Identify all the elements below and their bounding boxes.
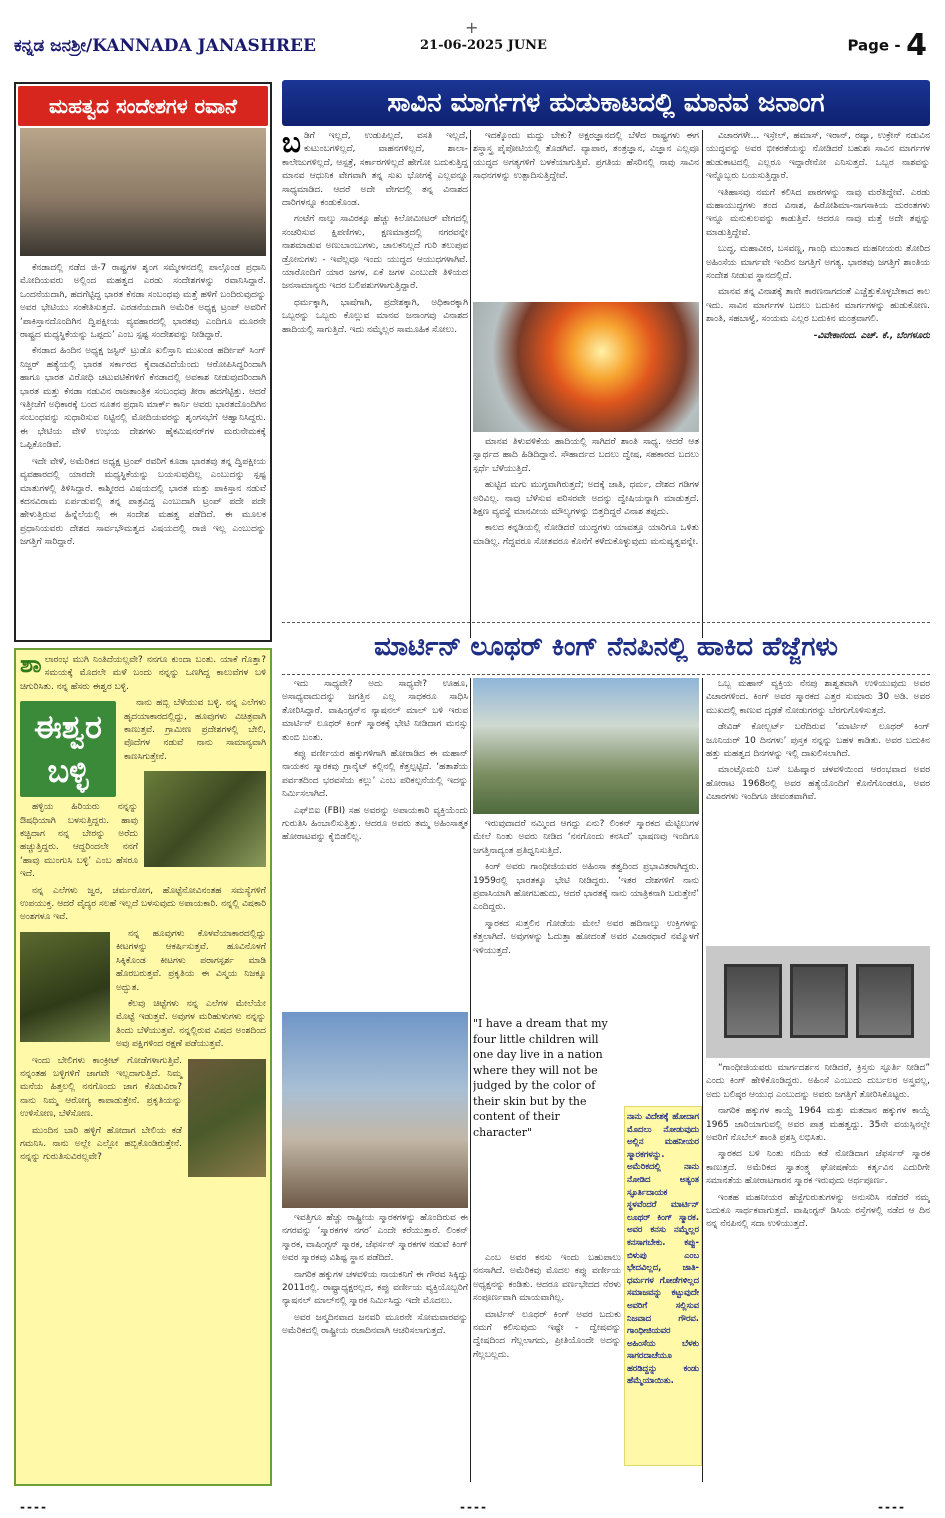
top-col1-paragraph-1: ಡಿಗೆ ಇಲ್ಲದೆ, ಉಡುಪಿಲ್ಲದೆ, ವಸತಿ ಇಲ್ಲದೆ, ಕುಟುಂಬಗಳಿಲ್ಲದೆ, ವಾಹನಗಳಿಲ್ಲದೆ, ಶಾಲಾ-ಕಾಲೇಜುಗಳಿಲ್ಲದೆ, ಆಸ್ಪತ್ರೆ, ಸರ್ಕಾರಗಳಿಲ್ಲದೆ ಹೇಗೋ ಬದುಕುತ್ತಿದ್ದ ಮಾನವ ಆಧುನಿಕ ವೇಗವಾಗಿ ತನ್ನ ಸುಖ ಭೋಗಕ್ಕೆ ಎಲ್ಲವನ್ನೂ ಸಾಧ್ಯಮಾಡಿದ. ಆದರೆ ಅದೇ ವೇಗದಲ್ಲಿ ತನ್ನ ವಿನಾಶದ ದಾರಿಗಳನ್ನೂ ಕಂಡುಕೊಂಡ. bbox=[282, 131, 468, 209]
column-divider bbox=[470, 130, 471, 638]
top-col2b-paragraph-2: ಹುಟ್ಟಿದ ಮಗು ಮುಗ್ಧವಾಗಿರುತ್ತದೆ; ಅದಕ್ಕೆ ಜಾತಿ, ಧರ್ಮ, ದೇಶದ ಗಡಿಗಳ ಅರಿವಿಲ್ಲ. ನಾವು ಬೆಳೆಸುವ ಪರಿಸರವೇ ಅದನ್ನು ದ್ವೇಷಿಯನ್ನಾಗಿ ಮಾಡುತ್ತದೆ. ಶಿಕ್ಷಣ ವ್ಯವಸ್ಥೆ ಮಾನವೀಯ ಮೌಲ್ಯಗಳನ್ನು ಬಿತ್ತದಿದ್ದರೆ ವಿನಾಶ ತಪ್ಪದು. bbox=[473, 480, 699, 518]
top-col1-paragraph-2: ಗಂಟೆಗೆ ನಾಲ್ಕು ಸಾವಿರಕ್ಕೂ ಹೆಚ್ಚು ಕಿಲೋಮೀಟರ್ ವೇಗದಲ್ಲಿ ಸಂಚರಿಸುವ ಕ್ಷಿಪಣಿಗಳು, ಕ್ಷಣಮಾತ್ರದಲ್ಲಿ ನಗರವನ್ನೇ ನಾಶಮಾಡುವ ಅಣುಬಾಂಬುಗಳು, ಚಾಲಕನಿಲ್ಲದೆ ಗುರಿ ತಲುಪುವ ಡ್ರೋನುಗಳು - ಇವೆಲ್ಲವೂ ಇಂದು ಯುದ್ಧದ ಆಯುಧಗಳಾಗಿವೆ. ಯಾರೊಂದಿಗೆ ಯಾರ ಜಗಳ, ಏಕೆ ಜಗಳ ಎಂಬುದೇ ತಿಳಿಯದ ಜನಸಾಮಾನ್ಯರು ಇದರ ಬಲಿಪಶುಗಳಾಗುತ್ತಿದ್ದಾರೆ. bbox=[282, 214, 468, 292]
top-col3-paragraph-3: ಬುದ್ಧ, ಮಹಾವೀರ, ಬಸವಣ್ಣ, ಗಾಂಧಿ ಮುಂತಾದ ಮಹನೀಯರು ತೋರಿದ ಅಹಿಂಸೆಯ ಮಾರ್ಗವೇ ಇಂದಿನ ಜಗತ್ತಿಗೆ ಅಗತ್ಯ. ಭಾರತವು ಜಗತ್ತಿಗೆ ಶಾಂತಿಯ ಸಂದೇಶ ನೀಡುವ ಸ್ಥಾನದಲ್ಲಿದೆ. bbox=[706, 244, 930, 282]
brand-kannada: ಕನ್ನಡ ಜನಶ್ರೀ bbox=[14, 36, 86, 56]
mlk-col1b-paragraph-3: ಅವರ ಜನ್ಮದಿನವಾದ ಜನವರಿ ಮೂರನೇ ಸೋಮವಾರವನ್ನು ಅಮೆರಿಕದಲ್ಲಿ ರಾಷ್ಟ್ರೀಯ ರಜಾದಿನವಾಗಿ ಆಚರಿಸಲಾಗುತ್ತದೆ. bbox=[282, 1312, 468, 1337]
framed-picture bbox=[724, 964, 782, 1038]
mlk-column-3-continued bbox=[706, 1062, 930, 1482]
lead-paragraph-2: ಕೆನಡಾದ ಹಿಂದಿನ ಅಧ್ಯಕ್ಷ ಜಸ್ಟಿನ್ ಟ್ರುಡೊ ಖಲಿಸ್ತಾನಿ ಮುಖಂಡ ಹರ್ದೀಪ್ ಸಿಂಗ್ ನಿಜ್ಜರ್ ಹತ್ಯೆಯಲ್ಲಿ ಭಾರತ ಸರ್ಕಾರದ ಕೈವಾಡವಿದೆಯೆಂದು ಆರೋಪಿಸಿದ್ದರಿಂದಾಗಿ ಹಾಗೂ ಭಾರತ ವಿರೋಧಿ ಚಟುವಟಿಕೆಗಳಿಗೆ ಕೆನಡಾದಲ್ಲಿ ಅವಕಾಶ ನೀಡುವುದರಿಂದಾಗಿ ಭಾರತ ಮತ್ತು ಕೆನಡಾ ನಡುವಿನ ರಾಜತಾಂತ್ರಿಕ ಸಂಬಂಧವು ತೀರಾ ಹದಗೆಟ್ಟಿತ್ತು. ಆದರೆ ಇತ್ತೀಚೆಗೆ ಅಧಿಕಾರಕ್ಕೆ ಬಂದ ನೂತನ ಪ್ರಧಾನಿ ಮಾರ್ಕ್ ಕಾರ್ನಿ ಅವರು ಭಾರತದೊಂದಿಗಿನ ಸಂಬಂಧವನ್ನು ಸುಧಾರಿಸುವ ನಿಟ್ಟಿನಲ್ಲಿ ಮೋದಿಯವರನ್ನು ಶೃಂಗಸಭೆಗೆ ಆಹ್ವಾನಿಸಿದ್ದರು. ಈ ಭೇಟಿಯ ವೇಳೆ ಉಭಯ ದೇಶಗಳು ಹೈಕಮಿಷನರ್‌ಗಳ ಮರುನೇಮಕಕ್ಕೆ ಒಪ್ಪಿಕೊಂಡಿವೆ. bbox=[20, 346, 266, 451]
lead-story-headline: ಮಹತ್ವದ ಸಂದೇಶಗಳ ರವಾನೆ bbox=[18, 86, 268, 126]
memorial-wall-photo bbox=[706, 946, 930, 1058]
mlk-col1b-paragraph-1: ಇವತ್ತಿಗೂ ಹೆಚ್ಚು ರಾಷ್ಟ್ರೀಯ ಸ್ಮಾರಕಗಳನ್ನು ಹೊಂದಿರುವ ಈ ನಗರವನ್ನು ‘ಸ್ಮಾರಕಗಳ ನಗರ’ ಎಂದೇ ಕರೆಯುತ್ತಾರೆ. ಲಿಂಕನ್ ಸ್ಮಾರಕ, ವಾಷಿಂಗ್ಟನ್ ಸ್ಮಾರಕ, ಜೆಫರ್ಸನ್ ಸ್ಮಾರಕಗಳ ನಡುವೆ ಕಿಂಗ್ ಅವರ ಸ್ಮಾರಕವು ವಿಶಿಷ್ಟ ಸ್ಥಾನ ಪಡೆದಿದೆ. bbox=[282, 1213, 468, 1264]
top-story-column-2 bbox=[473, 130, 699, 298]
footer-marker-center: ---- bbox=[460, 1500, 488, 1514]
mlk-col3-paragraph-3: ಮಾಂಟ್ಗೊಮರಿ ಬಸ್ ಬಹಿಷ್ಕಾರ ಚಳವಳಿಯಿಂದ ಆರಂಭವಾದ ಅವರ ಹೋರಾಟ 1968ರಲ್ಲಿ ಅವರ ಹತ್ಯೆಯೊಂದಿಗೆ ಕೊನೆಗೊಂಡರೂ, ಅವರ ವಿಚಾರಗಳು ಇಂದಿಗೂ ಜೀವಂತವಾಗಿವೆ. bbox=[706, 765, 930, 803]
top-col2b-paragraph-1: ಮಾನವ ತಿಳುವಳಿಕೆಯ ಹಾದಿಯಲ್ಲಿ ಸಾಗಿದರೆ ಶಾಂತಿ ಸಾಧ್ಯ. ಆದರೆ ಆತ ಸ್ವಾರ್ಥದ ಹಾದಿ ಹಿಡಿದಿದ್ದಾನೆ. ಸೌಹಾರ್ದದ ಬದಲು ದ್ವೇಷ, ಸಹಕಾರದ ಬದಲು ಸ್ಪರ್ಧೆ ಬೆಳೆಯುತ್ತಿದೆ. bbox=[473, 437, 699, 474]
mlk-column-3 bbox=[706, 678, 930, 944]
page-number bbox=[847, 28, 927, 63]
lead-paragraph-1: ಕೆನಡಾದಲ್ಲಿ ನಡೆದ ಜಿ-7 ರಾಷ್ಟ್ರಗಳ ಶೃಂಗ ಸಮ್ಮೇಳನದಲ್ಲಿ ಪಾಲ್ಗೊಂಡ ಪ್ರಧಾನಿ ಮೋದಿಯವರು ಅಲ್ಲಿಂದ ಮಹತ್ವದ ಎರಡು ಸಂದೇಶಗಳನ್ನು ರವಾನಿಸಿದ್ದಾರೆ. ಒಂದನೆಯದಾಗಿ, ಹದಗೆಟ್ಟಿದ್ದ ಭಾರತ ಕೆನಡಾ ಸಂಬಂಧವು ಮತ್ತೆ ಹಳಿಗೆ ಬಂದಿರುವುದನ್ನು ಅವರ ಭೇಟಿಯು ಸಂಕೇತಿಸುತ್ತದೆ. ಎರಡನೆಯದಾಗಿ ಅಮೆರಿಕ ಅಧ್ಯಕ್ಷ ಟ್ರಂಪ್ ಅವರಿಗೆ ‘ಪಾಕಿಸ್ತಾನದೊಂದಿಗಿನ ದ್ವಿಪಕ್ಷೀಯ ವ್ಯವಹಾರದಲ್ಲಿ ಭಾರತವು ಎಂದಿಗೂ ಮೂರನೇ ರಾಷ್ಟ್ರದ ಮಧ್ಯಸ್ಥಿಕೆಯನ್ನು ಒಪ್ಪದು’ ಎಂಬ ಸ್ಪಷ್ಟ ಸಂದೇಶವನ್ನು ನೀಡಿದ್ದಾರೆ. bbox=[20, 263, 266, 341]
top-col3-paragraph-4: ಮಾನವ ತನ್ನ ವಿನಾಶಕ್ಕೆ ತಾನೇ ಕಾರಣನಾಗದಂತೆ ಎಚ್ಚೆತ್ತುಕೊಳ್ಳಬೇಕಾದ ಕಾಲ ಇದು. ಸಾವಿನ ಮಾರ್ಗಗಳ ಬದಲು ಬದುಕಿನ ಮಾರ್ಗಗಳನ್ನು ಹುಡುಕೋಣ. ಶಾಂತಿ, ಸಹಬಾಳ್ವೆ, ಸಂಯಮ ಎಲ್ಲರ ಬದುಕಿನ ಮಂತ್ರವಾಗಲಿ. bbox=[706, 287, 930, 325]
mlk-memorial-statue-photo bbox=[282, 1012, 468, 1208]
mlk-column-1 bbox=[282, 678, 468, 1008]
side-paragraph-7: ಇಂದು ಬೇಲಿಗಳು ಕಾಂಕ್ರೀಟ್ ಗೋಡೆಗಳಾಗುತ್ತಿವೆ. ನನ್ನಂತಹ ಬಳ್ಳಿಗಳಿಗೆ ಜಾಗವೇ ಇಲ್ಲದಾಗುತ್ತಿದೆ. ನಿಮ್ಮ ಮನೆಯ ಹಿತ್ತಲಲ್ಲಿ ನನಗೊಂದು ಜಾಗ ಕೊಡುವಿರಾ? ನಾನು ನಿಮ್ಮ ಆರೋಗ್ಯ ಕಾಪಾಡುತ್ತೇನೆ. ಪ್ರಕೃತಿಯನ್ನು ಉಳಿಸೋಣ, ಬೆಳೆಸೋಣ. bbox=[20, 1055, 182, 1120]
top-col2-paragraph-1: ಇದಕ್ಕೊಂದು ಮದ್ದು ಬೇಕು? ಅಕ್ಷರಜ್ಞಾನದಲ್ಲಿ ಬೆಳೆದ ರಾಷ್ಟ್ರಗಳು ಈಗ ಶಸ್ತ್ರಾಸ್ತ್ರ ಪೈಪೋಟಿಯಲ್ಲಿ ತೊಡಗಿವೆ. ವ್ಯಾಪಾರ, ತಂತ್ರಜ್ಞಾನ, ವಿಜ್ಞಾನ ಎಲ್ಲವೂ ಯುದ್ಧದ ಅಗತ್ಯಗಳಿಗೆ ಬಳಕೆಯಾಗುತ್ತಿವೆ. ಪ್ರಗತಿಯ ಹೆಸರಿನಲ್ಲಿ ನಾವು ಸಾವಿನ ಸಾಧನಗಳನ್ನು ಉತ್ಪಾದಿಸುತ್ತಿದ್ದೇವೆ. bbox=[473, 131, 699, 182]
side-paragraph-5: ನನ್ನ ಹೂವುಗಳು ಕೊಳವೆಯಾಕಾರದಲ್ಲಿದ್ದು ಕೀಟಗಳನ್ನು ಆಕರ್ಷಿಸುತ್ತವೆ. ಹೂವಿನೊಳಗೆ ಸಿಕ್ಕಿಕೊಂಡ ಕೀಟಗಳು ಪರಾಗಸ್ಪರ್ಶ ಮಾಡಿ ಹೊರಬರುತ್ತವೆ. ಪ್ರಕೃತಿಯ ಈ ವಿಸ್ಮಯ ನಿಜಕ್ಕೂ ಅದ್ಭುತ. bbox=[116, 928, 266, 993]
footer-marker-right: ---- bbox=[878, 1500, 906, 1514]
top-col3-paragraph-1: ವಿಚಾರಗಳೇ... ಇಸ್ರೇಲ್, ಹಮಾಸ್, ಇರಾನ್, ರಷ್ಯಾ, ಉಕ್ರೇನ್ ನಡುವಿನ ಯುದ್ಧವನ್ನು ಅವರ ಭೀಕರತೆಯನ್ನು ನೋಡಿದರೆ ಬಹುಶಃ ಸಾವಿನ ಮಾರ್ಗಗಳ ಹುಡುಕಾಟದಲ್ಲಿ ಎಲ್ಲರೂ ಇದ್ದಾರೇನೋ ಎನಿಸುತ್ತದೆ. ಒಬ್ಬರ ನಾಶವನ್ನು ಇನ್ನೊಬ್ಬರು ಬಯಸುತ್ತಿದ್ದಾರೆ. bbox=[706, 131, 930, 182]
mlk-col2-paragraph-1: ಇರುವುದಾದರೆ ನಮ್ಮಿಂದ ಆಗದ್ದು ಏನು? ಲಿಂಕನ್ ಸ್ಮಾರಕದ ಮೆಟ್ಟಿಲುಗಳ ಮೇಲೆ ನಿಂತು ಅವರು ನೀಡಿದ ‘ನನಗೊಂದು ಕನಸಿದೆ’ ಭಾಷಣವು ಇಂದಿಗೂ ಜಗತ್ತಿನಾದ್ಯಂತ ಪ್ರತಿಧ್ವನಿಸುತ್ತಿದೆ. bbox=[473, 819, 699, 856]
side-paragraph-2: ನಾನು ಹಬ್ಬಿ ಬೆಳೆಯುವ ಬಳ್ಳಿ. ನನ್ನ ಎಲೆಗಳು ಹೃದಯಾಕಾರದಲ್ಲಿದ್ದು, ಹೂವುಗಳು ವಿಚಿತ್ರವಾಗಿ ಕಾಣುತ್ತವೆ. ಗ್ರಾಮೀಣ ಪ್ರದೇಶಗಳಲ್ಲಿ ಬೇಲಿ, ಪೊದೆಗಳ ನಡುವೆ ನಾನು ಸಾಮಾನ್ಯವಾಗಿ ಕಾಣಸಿಗುತ್ತೇನೆ. bbox=[124, 698, 266, 762]
column-divider bbox=[470, 678, 471, 1482]
mlk-col3b-paragraph-3: ಸ್ಮಾರಕದ ಬಳಿ ನಿಂತು ನದಿಯ ಕಡೆ ನೋಡಿದಾಗ ಜೆಫರ್ಸನ್ ಸ್ಮಾರಕ ಕಾಣುತ್ತದೆ. ಅಮೆರಿಕದ ಸ್ವಾತಂತ್ರ್ಯ ಘೋಷಣೆಯ ಕರ್ತೃವಿನ ಎದುರಿಗೇ ಸಮಾನತೆಯ ಹೋರಾಟಗಾರನ ಸ್ಮಾರಕ ಇರುವುದು ಅರ್ಥಪೂರ್ಣ. bbox=[706, 1149, 930, 1187]
top-col3-paragraph-2: ಇತಿಹಾಸವು ನಮಗೆ ಕಲಿಸಿದ ಪಾಠಗಳನ್ನು ನಾವು ಮರೆತಿದ್ದೇವೆ. ಎರಡು ಮಹಾಯುದ್ಧಗಳು ತಂದ ವಿನಾಶ, ಹಿರೋಶಿಮಾ-ನಾಗಸಾಕಿಯ ದುರಂತಗಳು ಇನ್ನೂ ಮನುಕುಲವನ್ನು ಕಾಡುತ್ತಿವೆ. ಆದರೂ ನಾವು ಮತ್ತೆ ಅದೇ ತಪ್ಪನ್ನು ಮಾಡುತ್ತಿದ್ದೇವೆ. bbox=[706, 187, 930, 238]
side-drop-cap: ಶಾ bbox=[20, 654, 42, 678]
vine-plant-photo bbox=[20, 932, 110, 1042]
side-column-title: ಈಶ್ವರ ಬಳ್ಳಿ bbox=[20, 701, 116, 797]
top-story-drop-cap: ಬ bbox=[282, 130, 301, 159]
brand-separator: / bbox=[85, 36, 93, 56]
mlk-column-1-continued bbox=[282, 1212, 468, 1482]
issue-date: 21-06-2025 JUNE bbox=[420, 38, 547, 53]
mlk-col3-paragraph-2: ಡೇವಿಡ್ ಕೋಲ್ಬರ್ಟ್ ಬರೆದಿರುವ ‘ಮಾರ್ಟಿನ್ ಲೂಥರ್ ಕಿಂಗ್ ಜೂನಿಯರ್ 10 ದಿನಗಳು’ ಪುಸ್ತಕ ನನ್ನನ್ನು ಬಹಳ ಕಾಡಿತು. ಅವರ ಬದುಕಿನ ಹತ್ತು ಮಹತ್ವದ ದಿನಗಳನ್ನು ಇಲ್ಲಿ ದಾಖಲಿಸಲಾಗಿದೆ. bbox=[706, 722, 930, 760]
mlk-col3b-paragraph-4: ಇಂತಹ ಮಹನೀಯರ ಹೆಜ್ಜೆಗುರುತುಗಳನ್ನು ಅನುಸರಿಸಿ ನಡೆದರೆ ನಮ್ಮ ಬದುಕೂ ಸಾರ್ಥಕವಾಗುತ್ತದೆ. ವಾಷಿಂಗ್ಟನ್ ಡಿಸಿಯ ರಸ್ತೆಗಳಲ್ಲಿ ನಡೆದ ಆ ದಿನ ನನ್ನ ನೆನಪಿನಲ್ಲಿ ಸದಾ ಉಳಿಯುತ್ತದೆ. bbox=[706, 1192, 930, 1230]
explosion-photo bbox=[473, 302, 699, 432]
column-divider bbox=[702, 130, 703, 638]
i-have-a-dream-quote: "I have a dream that my four little children will one day live in a nation where they will not be judged by the color of their skin but by the content of their character" bbox=[473, 1017, 608, 1139]
mlk-col2-paragraph-3: ಸ್ಮಾರಕದ ಸುತ್ತಲಿನ ಗೋಡೆಯ ಮೇಲೆ ಅವರ ಹದಿನಾಲ್ಕು ಉಕ್ತಿಗಳನ್ನು ಕೆತ್ತಲಾಗಿದೆ. ಅವುಗಳನ್ನು ಓದುತ್ತಾ ಹೋದಂತೆ ಅವರ ವಿಚಾರಧಾರೆ ನಮ್ಮೊಳಗೆ ಇಳಿಯುತ್ತದೆ. bbox=[473, 918, 699, 956]
top-story-column-3 bbox=[706, 130, 930, 638]
newspaper-brand bbox=[14, 36, 316, 56]
column-divider bbox=[702, 678, 703, 1482]
top-story-column-2-continued bbox=[473, 436, 699, 638]
side-paragraph-3: ಹಳ್ಳಿಯ ಹಿರಿಯರು ನನ್ನನ್ನು ಔಷಧಿಯಾಗಿ ಬಳಸುತ್ತಿದ್ದರು. ಹಾವು ಕಚ್ಚಿದಾಗ ನನ್ನ ಬೇರನ್ನು ಅರೆದು ಹಚ್ಚುತ್ತಿದ್ದರು. ಆದ್ದರಿಂದಲೇ ನನಗೆ ‘ಹಾವು ಮುಂಗುಸಿ ಬಳ್ಳಿ’ ಎಂಬ ಹೆಸರೂ ಇದೆ. bbox=[20, 802, 138, 880]
callout-text: ನಾನು ವಿದೇಶಕ್ಕೆ ಹೋದಾಗ ಮೊದಲು ನೋಡುವುದು ಅಲ್ಲಿನ ಮಹನೀಯರ ಸ್ಮಾರಕಗಳನ್ನು. ಅಮೆರಿಕದಲ್ಲಿ ನಾನು ನೋಡಿದ ಅತ್ಯಂತ ಸ್ಫೂರ್ತಿದಾಯಕ ಸ್ಥಳವೆಂದರೆ ಮಾರ್ಟಿನ್ ಲೂಥರ್ ಕಿಂಗ್ ಸ್ಮಾರಕ. ಅವರ ಕನಸು ನಮ್ಮೆಲ್ಲರ ಕನಸಾಗಬೇಕು. ಕಪ್ಪು-ಬಿಳುಪು ಎಂಬ ಭೇದವಿಲ್ಲದ, ಜಾತಿ-ಧರ್ಮಗಳ ಗೋಡೆಗಳಿಲ್ಲದ ಸಮಾಜವನ್ನು ಕಟ್ಟುವುದೇ ಅವರಿಗೆ ಸಲ್ಲಿಸುವ ನಿಜವಾದ ಗೌರವ. ಗಾಂಧೀಜಿಯವರ ಅಹಿಂಸೆಯ ಬೆಳಕು ಸಾಗರದಾಚೆಯೂ ಹರಡಿದ್ದನ್ನು ಕಂಡು ಹೆಮ್ಮೆಯಾಯಿತು. bbox=[627, 1111, 699, 1386]
top-story-headline: ಸಾವಿನ ಮಾರ್ಗಗಳ ಹುಡುಕಾಟದಲ್ಲಿ ಮಾನವ ಜನಾಂಗ bbox=[282, 80, 930, 126]
mlk-col2b-paragraph-2: ಮಾರ್ಟಿನ್ ಲೂಥರ್ ಕಿಂಗ್ ಅವರ ಬದುಕು ನಮಗೆ ಕಲಿಸುವುದು ಇಷ್ಟೇ - ದ್ವೇಷವನ್ನು ದ್ವೇಷದಿಂದ ಗೆಲ್ಲಲಾಗದು, ಪ್ರೀತಿಯೊಂದೇ ಅದನ್ನು ಗೆಲ್ಲಬಲ್ಲದು. bbox=[473, 1309, 621, 1360]
brand-english: KANNADA JANASHREE bbox=[92, 36, 316, 56]
mlk-col1-paragraph-2: ಕಪ್ಪು ವರ್ಣೀಯರ ಹಕ್ಕುಗಳಿಗಾಗಿ ಹೋರಾಡಿದ ಈ ಮಹಾನ್ ನಾಯಕನ ಸ್ಮಾರಕವು ಗ್ರಾನೈಟ್ ಕಲ್ಲಿನಲ್ಲಿ ಕೆತ್ತಲ್ಪಟ್ಟಿದೆ. ‘ಹತಾಶೆಯ ಪರ್ವತದಿಂದ ಭರವಸೆಯ ಕಲ್ಲು’ ಎಂಬ ಪರಿಕಲ್ಪನೆಯಲ್ಲಿ ಇದನ್ನು ನಿರ್ಮಿಸಲಾಗಿದೆ. bbox=[282, 749, 468, 800]
mlk-col1-paragraph-3: ಎಫ್‌ಬಿಐ (FBI) ಸಹ ಅವರನ್ನು ಅಪಾಯಕಾರಿ ವ್ಯಕ್ತಿಯೆಂದು ಗುರುತಿಸಿ ಹಿಂಬಾಲಿಸುತ್ತಿತ್ತು. ಆದರೂ ಅವರು ತಮ್ಮ ಅಹಿಂಸಾತ್ಮಕ ಹೋರಾಟವನ್ನು ಕೈಬಿಡಲಿಲ್ಲ. bbox=[282, 805, 468, 843]
capitol-aerial-photo bbox=[473, 678, 699, 814]
mlk-column-2 bbox=[473, 818, 699, 1013]
top-col2b-paragraph-3: ಕಾಲದ ಕನ್ನಡಿಯಲ್ಲಿ ನೋಡಿದರೆ ಯುದ್ಧಗಳು ಯಾವತ್ತೂ ಯಾರಿಗೂ ಒಳಿತು ಮಾಡಿಲ್ಲ. ಗೆದ್ದವರೂ ಸೋತವರೂ ಕೊನೆಗೆ ಕಳೆದುಕೊಳ್ಳುವುದು ಮನುಷ್ಯತ್ವವನ್ನೇ. bbox=[473, 523, 699, 547]
framed-picture bbox=[790, 964, 848, 1038]
top-story-column-1 bbox=[282, 130, 468, 638]
mlk-col3-paragraph-1: ಒಬ್ಬ ಮಹಾನ್ ವ್ಯಕ್ತಿಯ ನೆನಪು ಶಾಶ್ವತವಾಗಿ ಉಳಿಯುವುದು ಅವರ ವಿಚಾರಗಳಿಂದ. ಕಿಂಗ್ ಅವರ ಸ್ಮಾರಕದ ಎತ್ತರ ಸುಮಾರು 30 ಅಡಿ. ಅವರ ಮುಖದಲ್ಲಿ ಕಾಣುವ ದೃಢತೆ ನೋಡುಗರನ್ನು ಬೆರಗುಗೊಳಿಸುತ್ತದೆ. bbox=[706, 679, 930, 716]
registration-mark-icon: + bbox=[465, 18, 479, 37]
top-col1-paragraph-3: ಧರ್ಮಕ್ಕಾಗಿ, ಭಾಷೆಗಾಗಿ, ಪ್ರದೇಶಕ್ಕಾಗಿ, ಅಧಿಕಾರಕ್ಕಾಗಿ ಒಬ್ಬರನ್ನು ಒಬ್ಬರು ಕೊಲ್ಲುವ ಮಾನವ ಜನಾಂಗವು ವಿನಾಶದ ಹಾದಿಯಲ್ಲಿ ಸಾಗುತ್ತಿದೆ. ಇದು ನಮ್ಮೆಲ್ಲರ ಸಾಮೂಹಿಕ ಸೋಲು. bbox=[282, 297, 468, 335]
lead-paragraph-3: ಇದೇ ವೇಳೆ, ಅಮೆರಿಕದ ಅಧ್ಯಕ್ಷ ಟ್ರಂಪ್ ರವರಿಗೆ ಕೂಡಾ ಭಾರತವು ತನ್ನ ದ್ವಿಪಕ್ಷೀಯ ವ್ಯವಹಾರದಲ್ಲಿ ಯಾರದೇ ಮಧ್ಯಸ್ಥಿಕೆಯನ್ನು ಬಯಸುವುದಿಲ್ಲ ಎಂಬುದನ್ನು ಸ್ಪಷ್ಟ ಮಾತುಗಳಲ್ಲಿ ತಿಳಿಸಿದ್ದಾರೆ. ಕಾಶ್ಮೀರದ ವಿಷಯದಲ್ಲಿ ಭಾರತ ಮತ್ತು ಪಾಕಿಸ್ತಾನ ನಡುವೆ ಕದನವಿರಾಮ ಏರ್ಪಡುವಲ್ಲಿ ತನ್ನ ಪಾತ್ರವಿದ್ದ ಎಂಬುದಾಗಿ ಟ್ರಂಪ್ ಪದೇ ಪದೇ ಹೇಳುತ್ತಿರುವ ಹಿನ್ನೆಲೆಯಲ್ಲಿ ಈ ಸಂದೇಶ ಮಹತ್ವ ಪಡೆದಿದೆ. ಈ ಮೂಲಕ ಪ್ರಧಾನಿಯವರು ದೇಶದ ಸಾರ್ವಭೌಮತ್ವದ ವಿಷಯದಲ್ಲಿ ರಾಜಿ ಇಲ್ಲ ಎಂಬುದನ್ನು ಜಗತ್ತಿಗೆ ಸಾರಿದ್ದಾರೆ. bbox=[20, 456, 266, 548]
top-story-byline: -ವಿವೇಕಾನಂದ. ಎಚ್. ಕೆ., ಬೆಂಗಳೂರು bbox=[813, 330, 930, 341]
section-divider bbox=[282, 674, 930, 675]
mlk-col2b-paragraph-1: ಎಂಬ ಅವರ ಕನಸು ಇಂದು ಬಹುಪಾಲು ನನಸಾಗಿದೆ. ಅಮೆರಿಕವು ಮೊದಲ ಕಪ್ಪು ವರ್ಣೀಯ ಅಧ್ಯಕ್ಷನನ್ನು ಕಂಡಿತು. ಆದರೂ ವರ್ಣಭೇದದ ನೆರಳು ಸಂಪೂರ್ಣವಾಗಿ ಮಾಯವಾಗಿಲ್ಲ. bbox=[473, 1253, 621, 1304]
page-label: Page - bbox=[847, 36, 901, 55]
side-paragraph-1: ಲಾರಂಭ ಮುಗಿ ನಿಂತಿದೆಯಲ್ಲವೇ? ನನಗೂ ಕುಂದಾ ಬಂತು. ಯಾಕೆ ಗೊತ್ತಾ? ಸಮಯಕ್ಕೆ ಮೊದಲೇ ಮಳೆ ಬಂದು ನನ್ನನ್ನು ಒಣಗಿದ್ದ ಕಾಲುವೆಗಳ ಬಳಿ ಚಿಗುರಿಸಿತು. ನನ್ನ ಹೆಸರು ಈಶ್ವರ ಬಳ್ಳಿ. bbox=[20, 655, 266, 692]
g7-meeting-photo bbox=[20, 128, 266, 256]
mlk-col3b-paragraph-1: “ಗಾಂಧೀಜಿಯವರು ಮಾರ್ಗದರ್ಶನ ನೀಡಿದರೆ, ಕ್ರಿಸ್ತನು ಸ್ಫೂರ್ತಿ ನೀಡಿದ” ಎಂದು ಕಿಂಗ್ ಹೇಳಿಕೊಂಡಿದ್ದರು. ಅಹಿಂಸೆ ಎಂಬುದು ದುರ್ಬಲರ ಅಸ್ತ್ರವಲ್ಲ, ಅದು ಬಲಿಷ್ಠರ ಆಯುಧ ಎಂಬುದನ್ನು ಅವರು ಜಗತ್ತಿಗೆ ತೋರಿಸಿಕೊಟ್ಟರು. bbox=[706, 1063, 930, 1100]
mlk-col3b-paragraph-2: ನಾಗರಿಕ ಹಕ್ಕುಗಳ ಕಾಯ್ದೆ 1964 ಮತ್ತು ಮತದಾನ ಹಕ್ಕುಗಳ ಕಾಯ್ದೆ 1965 ಜಾರಿಯಾಗುವಲ್ಲಿ ಅವರ ಪಾತ್ರ ಮಹತ್ವದ್ದು. 35ನೇ ವಯಸ್ಸಿನಲ್ಲೇ ಅವರಿಗೆ ನೊಬೆಲ್ ಶಾಂತಿ ಪ್ರಶಸ್ತಿ ಲಭಿಸಿತು. bbox=[706, 1106, 930, 1144]
mlk-col1b-paragraph-2: ನಾಗರಿಕ ಹಕ್ಕುಗಳ ಚಳವಳಿಯ ನಾಯಕನಿಗೆ ಈ ಗೌರವ ಸಿಕ್ಕಿದ್ದು 2011ರಲ್ಲಿ. ರಾಷ್ಟ್ರಾಧ್ಯಕ್ಷರಲ್ಲದ, ಕಪ್ಪು ವರ್ಣೀಯ ವ್ಯಕ್ತಿಯೊಬ್ಬರಿಗೆ ನ್ಯಾಷನಲ್ ಮಾಲ್‌ನಲ್ಲಿ ಸ್ಮಾರಕ ನಿರ್ಮಿಸಿದ್ದು ಇದೇ ಮೊದಲು. bbox=[282, 1269, 468, 1307]
page-number-value: 4 bbox=[906, 28, 927, 63]
side-paragraph-6: ಕೆಲವು ಚಿಟ್ಟೆಗಳು ನನ್ನ ಎಲೆಗಳ ಮೇಲೆಯೇ ಮೊಟ್ಟೆ ಇಡುತ್ತವೆ. ಅವುಗಳ ಮರಿಹುಳುಗಳು ನನ್ನನ್ನು ತಿಂದು ಬೆಳೆಯುತ್ತವೆ. ನನ್ನಲ್ಲಿರುವ ವಿಷದ ಅಂಶದಿಂದ ಅವು ಪಕ್ಷಿಗಳಿಂದ ರಕ್ಷಣೆ ಪಡೆಯುತ್ತವೆ. bbox=[116, 998, 266, 1050]
mlk-story-headline: ಮಾರ್ಟಿನ್ ಲೂಥರ್ ಕಿಂಗ್ ನೆನಪಿನಲ್ಲಿ ಹಾಕಿದ ಹೆಜ್ಜೆಗಳು bbox=[374, 632, 838, 662]
vine-seed-pods-photo bbox=[188, 1059, 266, 1177]
mlk-col2-paragraph-2: ಕಿಂಗ್ ಅವರು ಗಾಂಧೀಜಿಯವರ ಅಹಿಂಸಾ ತತ್ವದಿಂದ ಪ್ರಭಾವಿತರಾಗಿದ್ದರು. 1959ರಲ್ಲಿ ಭಾರತಕ್ಕೂ ಭೇಟಿ ನೀಡಿದ್ದರು. ‘ಇತರ ದೇಶಗಳಿಗೆ ನಾನು ಪ್ರವಾಸಿಯಾಗಿ ಹೋಗಬಹುದು, ಆದರೆ ಭಾರತಕ್ಕೆ ನಾನು ಯಾತ್ರಿಕನಾಗಿ ಬರುತ್ತೇನೆ’ ಎಂದಿದ್ದರು. bbox=[473, 862, 699, 913]
framed-picture bbox=[856, 964, 914, 1038]
mlk-col1-paragraph-1: ಇದು ಸಾಧ್ಯವೇ? ಅದು ಸಾಧ್ಯವೇ? ಊಹೂ, ಅಸಾಧ್ಯವಾದುದನ್ನು ಜಗತ್ತಿನ ಎಲ್ಲ ಸಾಧಕರೂ ಸಾಧಿಸಿ ತೋರಿಸಿದ್ದಾರೆ. ವಾಷಿಂಗ್ಟನ್‌ನ ನ್ಯಾಷನಲ್ ಮಾಲ್ ಬಳಿ ಇರುವ ಮಾರ್ಟಿನ್ ಲೂಥರ್ ಕಿಂಗ್ ಸ್ಮಾರಕಕ್ಕೆ ಭೇಟಿ ನೀಡಿದಾಗ ಮನಸ್ಸು ತುಂಬಿ ಬಂತು. bbox=[282, 679, 468, 743]
vine-leaves-photo bbox=[144, 771, 266, 867]
mlk-column-2-continued bbox=[473, 1252, 621, 1482]
side-column-body bbox=[20, 654, 266, 1482]
lead-story-body bbox=[20, 262, 266, 640]
footer-marker-left: ---- bbox=[20, 1500, 48, 1514]
side-paragraph-4: ನನ್ನ ಎಲೆಗಳು ಜ್ವರ, ಚರ್ಮರೋಗ, ಹೊಟ್ಟೆನೋವಿನಂತಹ ಸಮಸ್ಯೆಗಳಿಗೆ ಉಪಯುಕ್ತ. ಆದರೆ ವೈದ್ಯರ ಸಲಹೆ ಇಲ್ಲದೆ ಬಳಸುವುದು ಅಪಾಯಕಾರಿ. ನನ್ನಲ್ಲಿ ವಿಷಕಾರಿ ಅಂಶಗಳೂ ಇವೆ. bbox=[20, 885, 266, 923]
side-paragraph-8: ಮುಂದಿನ ಬಾರಿ ಹಳ್ಳಿಗೆ ಹೋದಾಗ ಬೇಲಿಯ ಕಡೆ ಗಮನಿಸಿ. ನಾನು ಅಲ್ಲೇ ಎಲ್ಲೋ ಹಬ್ಬಿಕೊಂಡಿರುತ್ತೇನೆ. ನನ್ನನ್ನು ಗುರುತಿಸುವಿರಲ್ಲವೇ? bbox=[20, 1125, 182, 1163]
